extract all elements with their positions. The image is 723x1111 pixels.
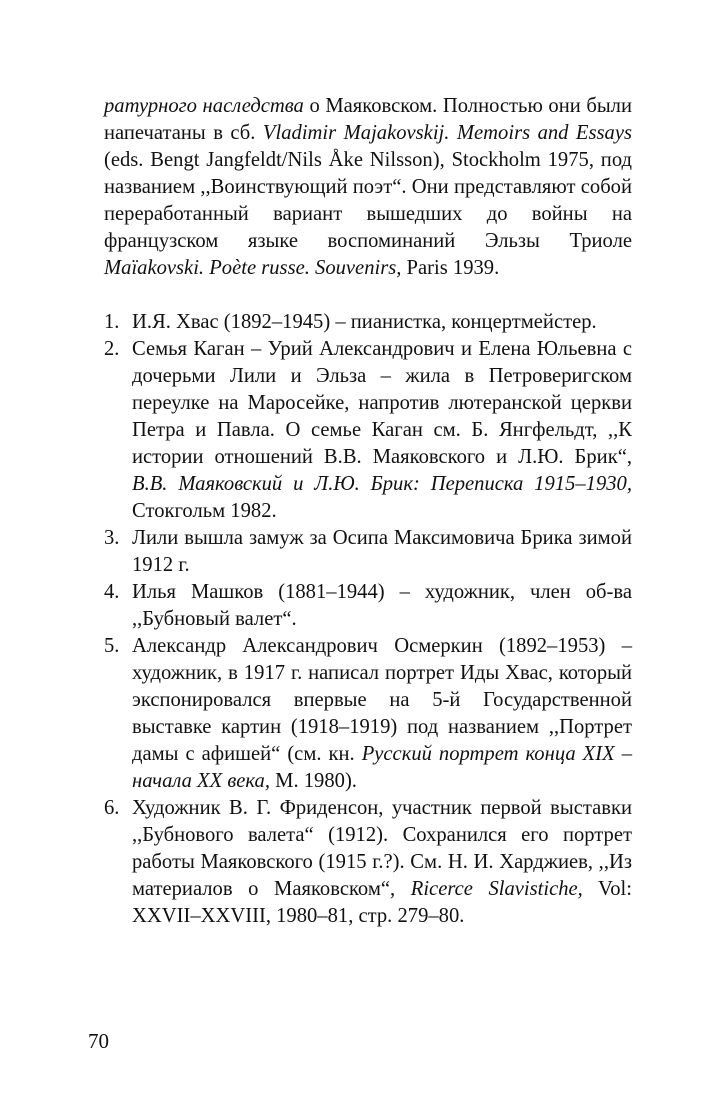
footnote-number: 1.: [104, 311, 120, 333]
footnote-text: Vol: XXVII–XXVIII, 1980–81, стр. 279–80.: [132, 878, 633, 927]
footnote-text: Илья Машков (1881–1944) – художник, член об-ва ,,Бубновый валет“.: [132, 581, 632, 630]
footnote-item: [104, 525, 632, 579]
intro-segment: о Маяковском. Полностью они были напечатаны в сб.: [104, 95, 632, 144]
intro-paragraph: [104, 93, 632, 282]
footnote-list: [104, 309, 632, 930]
intro-segment: Maïakovski. Poète russe. Souvenirs,: [104, 257, 402, 279]
footnote-item: [104, 795, 632, 930]
footnote-number: 6.: [104, 797, 120, 819]
intro-segment: Paris 1939.: [401, 257, 500, 279]
footnote-text: Русский портрет конца XIX – начала XX века,: [132, 743, 632, 792]
footnote-number: 2.: [104, 338, 120, 360]
footnote-text: Стокгольм 1982.: [132, 500, 277, 522]
page-number: 70: [88, 1029, 109, 1053]
footnote-text: И.Я. Хвас (1892–1945) – пианистка, концертмейстер.: [132, 311, 597, 333]
footnote-item: [104, 579, 632, 633]
footnote-text: Ricerce Slavistiche,: [410, 878, 583, 900]
intro-segment: (eds. Bengt Jangfeldt/Nils Åke Nilsson), Stockholm 1975, под названием ,,Воинствующий поэт“. Они представляют собой переработанный вариант вышедших до войны на французском языке воспоминаний Эльзы Триоле: [104, 149, 632, 252]
intro-segment: ратурного наследства: [104, 95, 304, 117]
footnote-item: [104, 633, 632, 795]
footnote-text: В.В. Маяковский и Л.Ю. Брик: Переписка 1915–1930,: [132, 473, 632, 495]
footnote-text: Художник В. Г. Фриденсон, участник первой выставки ,,Бубнового валета“ (1912). Сохранился его портрет работы Маяковского (1915 г.?). См. Н. И. Харджиев, ,,Из материалов о Маяковском“,: [132, 797, 632, 900]
footnote-number: 3.: [104, 527, 120, 549]
footnote-number: 4.: [104, 581, 120, 603]
page-text-block: [104, 93, 632, 930]
footnote-item: [104, 336, 632, 525]
footnote-item: [104, 309, 632, 336]
intro-segment: Vladimir Majakovskij. Memoirs and Essays: [262, 122, 632, 144]
footnote-text: М. 1980).: [270, 770, 357, 792]
footnote-number: 5.: [104, 635, 120, 657]
footnote-text: Лили вышла замуж за Осипа Максимовича Брика зимой 1912 г.: [132, 527, 632, 576]
footnote-text: Семья Каган – Урий Александрович и Елена Юльевна с дочерьми Лили и Эльза – жила в Петроверигском переулке на Маросейке, напротив лютеранской церкви Петра и Павла. О семье Каган см. Б. Янгфельдт, ,,К истории отношений В.В. Маяковского и Л.Ю. Брик“,: [132, 338, 632, 468]
footnote-text: Александр Александрович Осмеркин (1892–1953) – художник, в 1917 г. написал портрет Иды Хвас, который экспонировался впервые на 5-й Государственной выставке картин (1918–1919) под названием ,,Портрет дамы с афишей“ (см. кн.: [132, 635, 632, 765]
